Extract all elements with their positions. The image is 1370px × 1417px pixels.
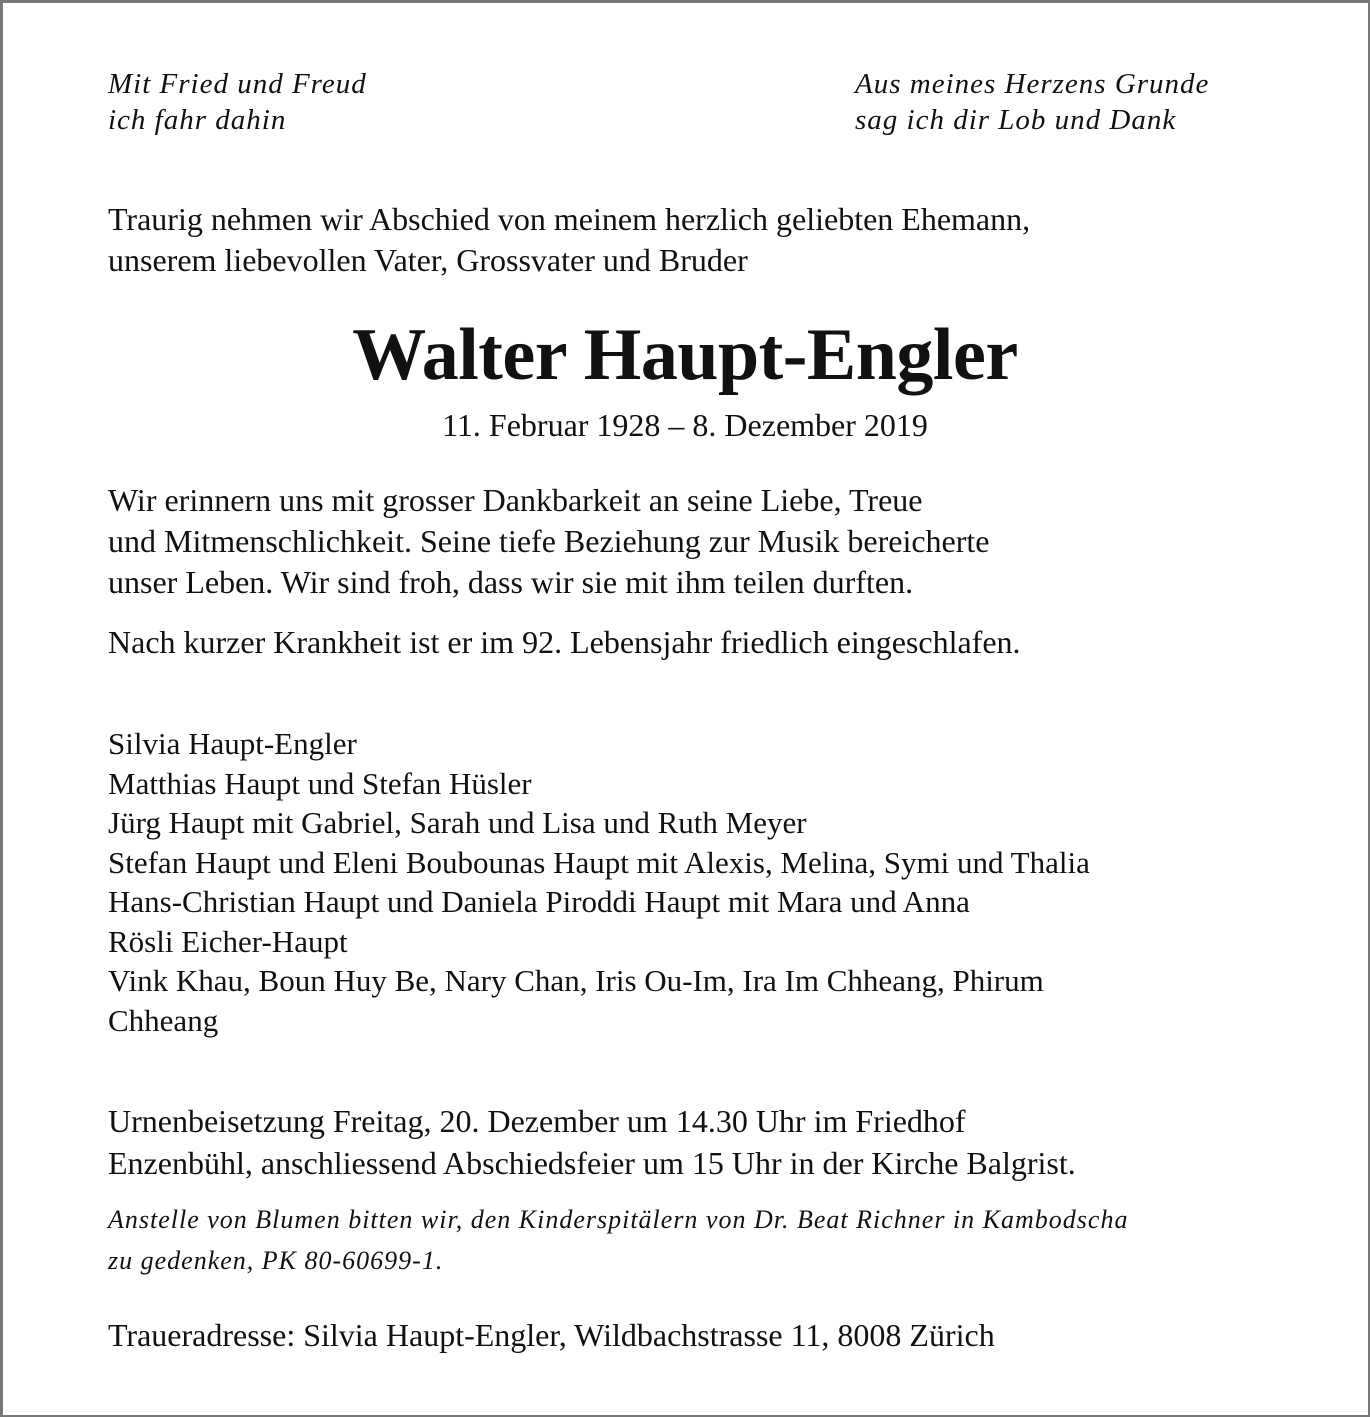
quote-right-line: sag ich dir Lob und Dank	[855, 104, 1177, 136]
life-dates: 11. Februar 1928 – 8. Dezember 2019	[442, 407, 928, 443]
burial-line: Urnenbeisetzung Freitag, 20. Dezember um 14.30 Uhr im Friedhof	[108, 1103, 966, 1139]
mourner: Silvia Haupt-Engler	[108, 726, 357, 761]
remembrance-line: und Mitmenschlichkeit. Seine tiefe Beziehung zur Musik bereicherte	[108, 523, 990, 559]
mourning-address: Traueradresse: Silvia Haupt-Engler, Wildbachstrasse 11, 8008 Zürich	[108, 1317, 995, 1353]
burial-line: Enzenbühl, anschliessend Abschiedsfeier um 15 Uhr in der Kirche Balgrist.	[108, 1145, 1076, 1181]
quote-left-line: Mit Fried und Freud	[108, 68, 367, 100]
mourners-list	[108, 724, 1090, 1040]
deceased-name: Walter Haupt-Engler	[352, 314, 1018, 396]
intro-line: Traurig nehmen wir Abschied von meinem herzlich geliebten Ehemann,	[108, 201, 1031, 237]
remembrance-line: Wir erinnern uns mit grosser Dankbarkeit an seine Liebe, Treue	[108, 482, 923, 518]
mourner: Vink Khau, Boun Huy Be, Nary Chan, Iris Ou-Im, Ira Im Chheang, Phirum	[108, 963, 1044, 998]
mourner: Chheang	[108, 1002, 219, 1038]
donation-line: zu gedenken, PK 80-60699-1.	[108, 1246, 444, 1275]
burial-info	[108, 1100, 1076, 1184]
passing-text: Nach kurzer Krankheit ist er im 92. Lebensjahr friedlich eingeschlafen.	[108, 624, 1021, 660]
remembrance-line: unser Leben. Wir sind froh, dass wir sie mit ihm teilen durften.	[108, 564, 914, 600]
quote-left-line: ich fahr dahin	[108, 104, 287, 136]
quote-right-line: Aus meines Herzens Grunde	[855, 68, 1210, 100]
mourner: Jürg Haupt mit Gabriel, Sarah und Lisa und Ruth Meyer	[108, 805, 807, 840]
remembrance-text	[108, 480, 990, 603]
intro-line: unserem liebevollen Vater, Grossvater und Bruder	[108, 242, 748, 278]
quote-right	[855, 66, 1209, 138]
mourner: Rösli Eicher-Haupt	[108, 923, 348, 959]
mourner: Hans-Christian Haupt und Daniela Piroddi Haupt mit Mara und Anna	[108, 884, 970, 919]
donation-line: Anstelle von Blumen bitten wir, den Kinderspitälern von Dr. Beat Richner in Kambodscha	[108, 1205, 1129, 1234]
mourner: Matthias Haupt und Stefan Hüsler	[108, 765, 532, 801]
quote-left	[108, 66, 367, 138]
donation-note	[108, 1199, 1128, 1281]
mourner: Stefan Haupt und Eleni Boubounas Haupt mit Alexis, Melina, Symi und Thalia	[108, 844, 1090, 880]
intro-text	[108, 199, 1030, 281]
